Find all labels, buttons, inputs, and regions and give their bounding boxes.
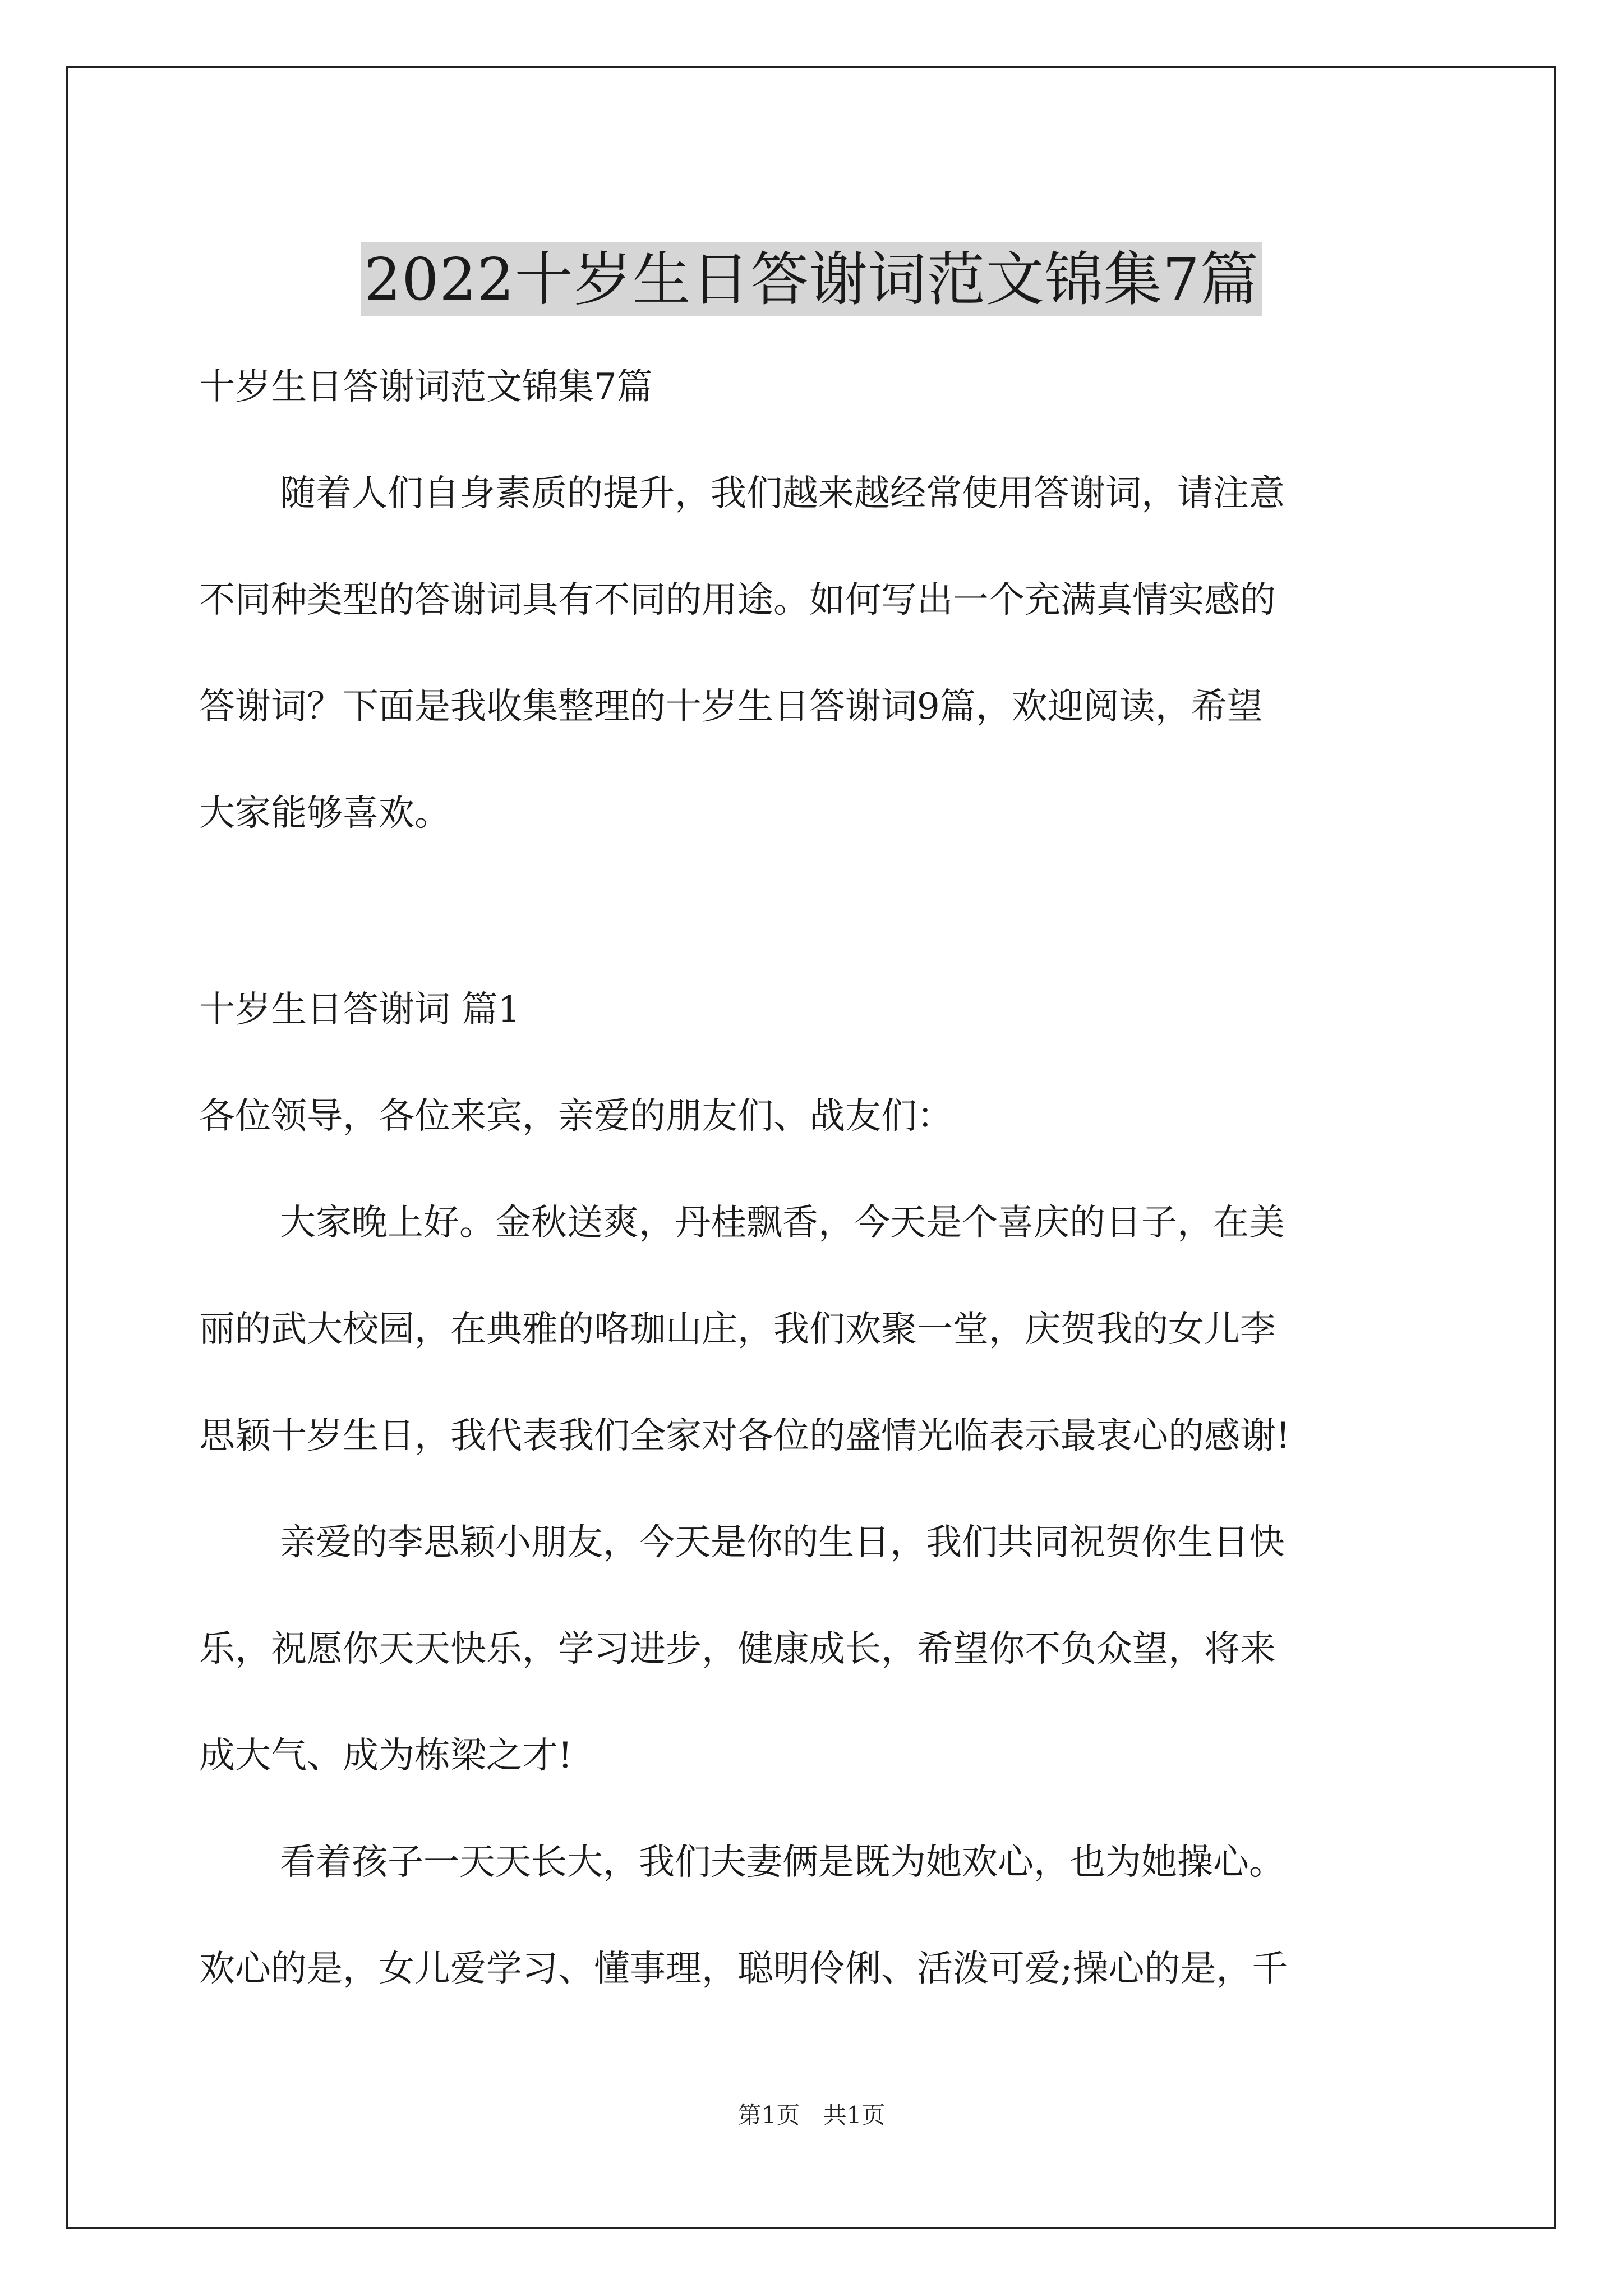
document-title: 2022十岁生日答谢词范文锦集7篇 — [361, 242, 1262, 316]
intro-line: 随着人们自身素质的提升，我们越来越经常使用答谢词，请注意 — [280, 473, 1285, 514]
paragraph-line: 欢心的是，女儿爱学习、懂事理，聪明伶俐、活泼可爱;操心的是，千 — [199, 1948, 1288, 1990]
paragraph-line: 思颖十岁生日，我代表我们全家对各位的盛情光临表示最衷心的感谢! — [199, 1415, 1290, 1457]
intro-line: 不同种类型的答谢词具有不同的用途。如何写出一个充满真情实感的 — [199, 579, 1276, 621]
intro-line: 答谢词？下面是我收集整理的十岁生日答谢词9篇，欢迎阅读，希望 — [199, 686, 1263, 728]
salutation: 各位领导，各位来宾，亲爱的朋友们、战友们： — [199, 1096, 953, 1137]
title-container — [0, 203, 1623, 355]
section-heading: 十岁生日答谢词 篇1 — [199, 989, 521, 1030]
paragraph-line: 成大气、成为栋梁之才! — [199, 1735, 573, 1777]
paragraph-line: 亲爱的李思颖小朋友，今天是你的生日，我们共同祝贺你生日快 — [280, 1522, 1285, 1563]
page-number: 第1页 — [737, 2101, 800, 2129]
paragraph-line: 大家晚上好。金秋送爽，丹桂飘香，今天是个喜庆的日子，在美 — [280, 1202, 1285, 1244]
page-total: 共1页 — [823, 2101, 886, 2129]
document-subtitle: 十岁生日答谢词范文锦集7篇 — [199, 366, 653, 408]
intro-line: 大家能够喜欢。 — [199, 793, 450, 834]
paragraph-line: 乐，祝愿你天天快乐，学习进步，健康成长，希望你不负众望，将来 — [199, 1628, 1276, 1670]
page-footer — [0, 2097, 1623, 2131]
paragraph-line: 看着孩子一天天长大，我们夫妻俩是既为她欢心，也为她操心。 — [280, 1842, 1285, 1883]
paragraph-line: 丽的武大校园，在典雅的咯珈山庄，我们欢聚一堂，庆贺我的女儿李 — [199, 1309, 1276, 1350]
